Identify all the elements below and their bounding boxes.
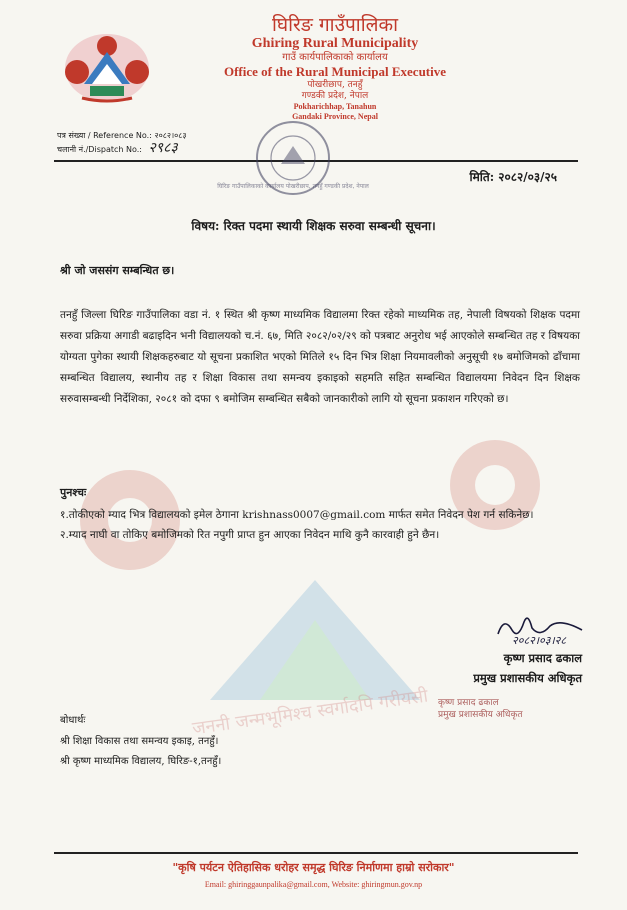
dispatch-value: २९८३: [148, 140, 178, 156]
footer-contact: Email: ghiringgaunpalika@gmail.com, Website: ghiringmun.gov.np: [204, 880, 423, 889]
cc-title: बोधार्थः: [60, 715, 86, 726]
signature-date: २०८२।०३।२८: [512, 634, 567, 647]
postscript-list: [60, 505, 582, 545]
office-name-english: Office of the Rural Municipal Executive: [223, 64, 447, 79]
stamp-title: प्रमुख प्रशासकीय अधिकृत: [438, 710, 523, 720]
municipality-name-english: Ghiring Rural Municipality: [251, 36, 419, 51]
letter-subject: विषय: रिक्त पदमा स्थायी शिक्षक सरुवा सम्बन्धी सूचना।: [191, 219, 436, 233]
municipality-name-nepali: घिरिङ गाउँपालिका: [271, 14, 399, 36]
postscript-title: पुनश्चः: [60, 486, 87, 499]
reference-label: पत्र संख्या / Reference No.:: [57, 131, 152, 140]
footer-slogan: "कृषि पर्यटन ऐतिहासिक धरोहर समृद्ध घिरिङ निर्माणमा हाम्रो सरोकार": [172, 861, 455, 874]
signer-block: [473, 648, 582, 688]
dispatch-line: [57, 142, 187, 156]
reference-value: २०८२।०८३: [154, 131, 187, 140]
address-english-1: Pokharichhap, Tanahun: [293, 102, 377, 111]
cc-list: [60, 732, 221, 772]
footer-divider: [54, 852, 578, 854]
letter-date: मिति: २०८२/०३/२५: [469, 170, 557, 184]
postscript-item: २.म्याद नाघी वा तोकिए बमोजिमको रित नपुगी प्राप्त हुन आएका निवेदन माथि कुनै कारवाही हुने छैन।: [60, 529, 440, 541]
addressee: श्री जो जससंग सम्बन्धित छ।: [60, 264, 175, 277]
letterhead: [170, 14, 500, 122]
handwritten-signature: [490, 608, 590, 646]
reference-block: [57, 130, 187, 156]
office-seal-icon: [217, 118, 369, 200]
postscript-item: १.तोकीएको म्याद भित्र विद्यालयको इमेल ठेगाना krishnass0007@gmail.com मार्फत समेत निवेदन पेश गर्न सकिनेछ।: [60, 509, 534, 521]
watermark-motto: जननी जन्मभूमिश्च स्वर्गादपि गरीयसी: [190, 685, 430, 740]
address-english-2: Gandaki Province, Nepal: [292, 112, 378, 121]
office-name-nepali: गाउँ कार्यपालिकाको कार्यालय: [282, 52, 388, 63]
cc-item: श्री शिक्षा विकास तथा समन्वय इकाइ, तनहुँ।: [60, 736, 219, 747]
dispatch-label: चलानी नं./Dispatch No.:: [57, 145, 142, 154]
name-stamp: [438, 697, 523, 721]
letter-body: तनहुँ जिल्ला घिरिङ गाउँपालिका वडा नं. १ स्थित श्री कृष्ण माध्यमिक विद्यालमा रिक्त रहेको माध्यमिक तह, नेपाली विषयको शिक्षक पदमा सरुवा प्रक्रिया अगाडी बढाइदिन भनी विद्यालयको च.नं. ६७, मिति २०८२/०२/२९ को पत्रबाट अनुरोध भई आएकोले सम्बन्धित तह र विषयका योग्यता पुगेका स्थायी शिक्षकहरुबाट यो सूचना प्रकाशित भएको मितिले १५ दिन भित्र शिक्षा नियमावलीको अनुसूची १७ बमोजिमको ढाँचामा सम्बन्धित विद्यालय, स्थानीय तह र शिक्षा विकास तथा समन्वय इकाइको सहमति सहित सम्बन्धित विद्यालयमा निवेदन दिन शिक्षक सरुवासम्बन्धी निर्देशिका, २०८१ को दफा ९ बमोजिम सम्बन्धित सबैको जानकारीको लागि यो सूचना प्रकाशन गरिएको छ।: [60, 309, 580, 405]
province-nepali: गण्डकी प्रदेश, नेपाल: [301, 91, 369, 101]
address-nepali: पोखरीछाप, तनहुँ: [307, 80, 363, 90]
nepal-emblem-icon: [62, 32, 152, 104]
signer-name: कृष्ण प्रसाद ढकाल: [503, 651, 582, 665]
signer-title: प्रमुख प्रशासकीय अधिकृत: [473, 671, 582, 685]
cc-item: श्री कृष्ण माध्यमिक विद्यालय, घिरिङ-१,तनहुँ।: [60, 756, 222, 767]
seal-text: घिरिङ गाउँपालिकाको कार्यालय पोखरीछाप, तनहुँ गण्डकी प्रदेश, नेपाल: [217, 183, 369, 190]
stamp-name: कृष्ण प्रसाद ढकाल: [438, 698, 499, 708]
